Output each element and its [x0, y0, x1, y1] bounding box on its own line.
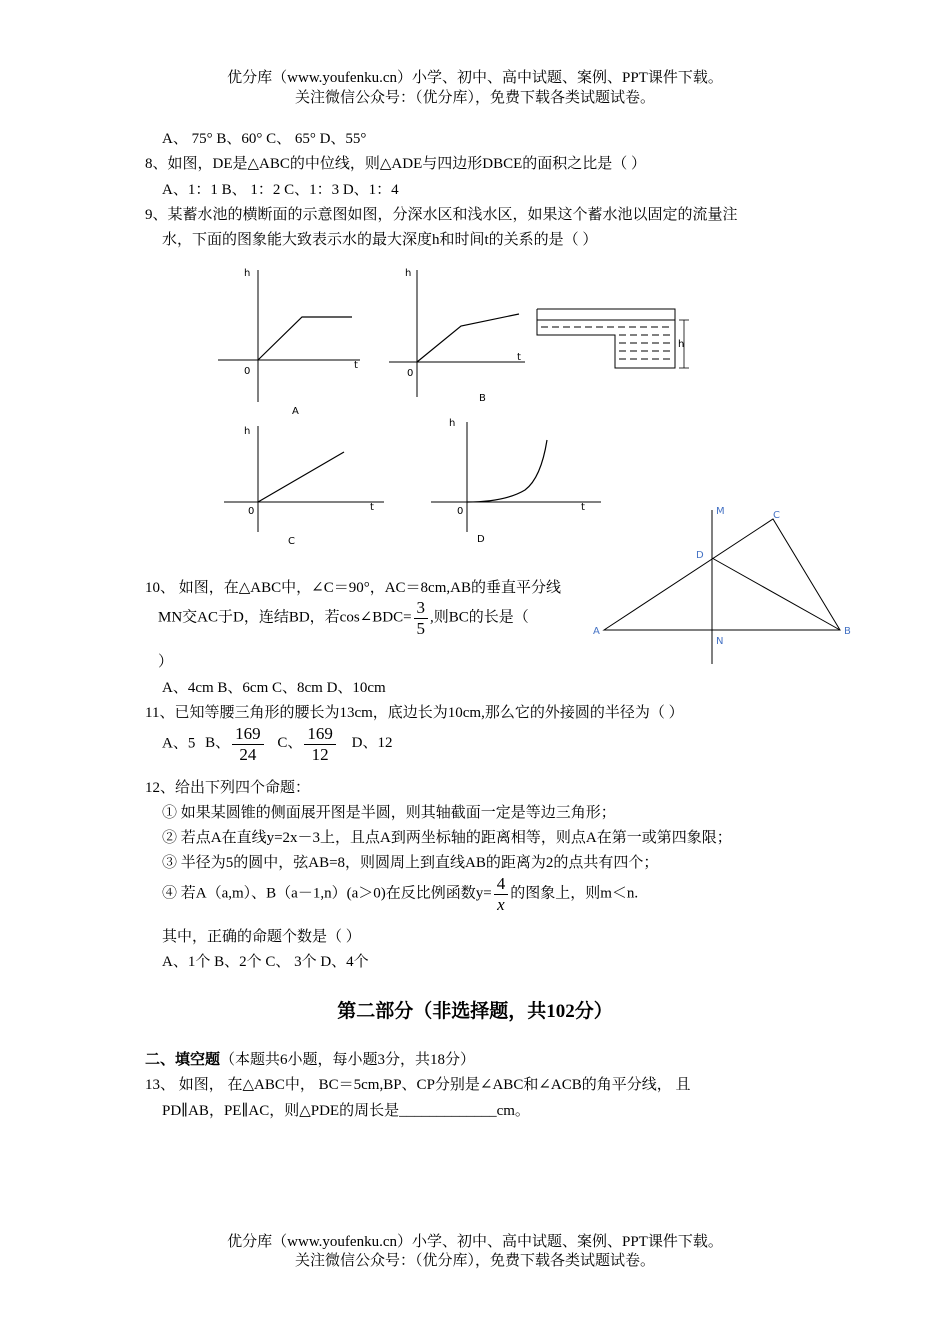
- q10-stem-line-1: 10、 如图，在△ABC中，∠C＝90°，AC＝8cm,AB的垂直平分线: [145, 580, 561, 596]
- part2-title: 第二部分（非选择题，共102分）: [337, 1001, 613, 1022]
- q11-option-b-den: 24: [239, 744, 257, 764]
- q11-option-b-fraction: [232, 724, 264, 764]
- graph-b-axis-t: t: [517, 352, 521, 363]
- pool-depth-label: h: [678, 339, 685, 350]
- q12-p4-text-b: 的图象上，则m＜n.: [510, 885, 639, 902]
- q11-option-c-den: 12: [311, 744, 329, 764]
- q9-graph-c: [218, 420, 388, 550]
- q13-line-1: 13、 如图， 在△ABC中， BC＝5cm,BP、CP分别是∠ABC和∠ACB的角平分线， 且: [145, 1077, 691, 1093]
- q10-options: A、4cm B、6cm C、8cm D、10cm: [162, 680, 386, 696]
- q12-p4-den: x: [497, 894, 505, 914]
- q12-p4-text-a: ④ 若A（a,m）、B（a－1,n）(a＞0)在反比例函数y=: [162, 885, 492, 902]
- q9-graph-b: [385, 262, 535, 412]
- q11-option-c: C、: [277, 735, 303, 752]
- graph-d-axis-h: h: [449, 418, 456, 429]
- point-m-label: M: [716, 506, 725, 517]
- point-a-label: A: [593, 626, 600, 637]
- point-n-label: N: [716, 636, 724, 647]
- graph-d-label: D: [477, 534, 485, 545]
- q12-proposition-2: ② 若点A在直线y=2x－3上，且点A到两坐标轴的距离相等，则点A在第一或第四象限；: [162, 830, 732, 846]
- q11-stem: 11、已知等腰三角形的腰长为13cm，底边长为10cm,那么它的外接圆的半径为（ ）: [145, 705, 684, 721]
- q7-options: A、 75° B、60° C、 65° D、55°: [162, 131, 367, 147]
- q11-option-c-fraction: [304, 724, 336, 764]
- q10-frac-den: 5: [416, 618, 426, 638]
- q10-stem-line-2: [158, 598, 529, 638]
- section2-heading: 二、填空题: [145, 1052, 221, 1068]
- q11-option-a: A、5: [162, 735, 196, 752]
- q12-p4-fraction: [494, 874, 509, 914]
- graph-b-axis-h: h: [405, 268, 412, 279]
- q12-options: A、1个 B、2个 C、 3个 D、4个: [162, 954, 369, 970]
- graph-c-label: C: [288, 536, 295, 547]
- graph-a-label: A: [292, 406, 299, 417]
- q8-options: A、1：1 B、 1：2 C、1：3 D、1：4: [162, 182, 399, 198]
- header-line-2: 关注微信公众号：（优分库），免费下载各类试题试卷。: [294, 90, 655, 106]
- graph-a-origin: 0: [244, 366, 251, 377]
- point-d-label: D: [696, 550, 704, 561]
- q11-option-b: B、: [205, 735, 231, 752]
- header-line-1: 优分库（www.youfenku.cn）小学、初中、高中试题、案例、PPT课件下载。: [227, 70, 723, 86]
- section2-header: [145, 1048, 475, 1069]
- q12-conclusion: 其中，正确的命题个数是（ ）: [162, 929, 361, 945]
- graph-a-axis-h: h: [244, 268, 251, 279]
- q8-stem: 8、如图，DE是△ABC的中位线，则△ADE与四边形DBCE的面积之比是（ ）: [145, 156, 646, 172]
- graph-d-origin: 0: [457, 506, 464, 517]
- q11-option-d: D、12: [351, 735, 393, 752]
- q12-proposition-1: ① 如果某圆锥的侧面展开图是半圆，则其轴截面一定是等边三角形；: [162, 805, 616, 821]
- graph-d-axis-t: t: [581, 502, 585, 513]
- q11-option-b-num: 169: [232, 724, 264, 745]
- footer-line-2: 关注微信公众号：（优分库），免费下载各类试题试卷。: [294, 1253, 655, 1269]
- point-b-label: B: [844, 626, 851, 637]
- section2-note: （本题共6小题，每小题3分，共18分）: [220, 1052, 476, 1068]
- footer-line-1: 优分库（www.youfenku.cn）小学、初中、高中试题、案例、PPT课件下载。: [227, 1234, 723, 1250]
- q12-p4-num: 4: [494, 874, 509, 895]
- q10-stem-text-a: MN交AC于D，连结BD，若cos∠BDC=: [158, 609, 412, 626]
- q11-options: [162, 724, 392, 764]
- q13-line-2: PD∥AB，PE∥AC，则△PDE的周长是_____________cm。: [162, 1103, 530, 1119]
- q9-stem-line-2: 水，下面的图象能大致表示水的最大深度h和时间t的关系的是（ ）: [162, 232, 598, 248]
- graph-c-axis-h: h: [244, 426, 251, 437]
- q12-stem: 12、给出下列四个命题：: [145, 780, 311, 796]
- q12-proposition-4: [162, 874, 638, 914]
- q9-graph-d: [425, 412, 605, 548]
- q10-stem-text-b: ,则BC的长是（: [430, 609, 529, 626]
- q10-cos-fraction: [414, 598, 429, 638]
- q11-option-c-num: 169: [304, 724, 336, 745]
- q9-pool-diagram: [533, 303, 693, 375]
- q10-frac-num: 3: [414, 598, 429, 619]
- q9-stem-line-1: 9、某蓄水池的横断面的示意图如图，分深水区和浅水区，如果这个蓄水池以固定的流量注: [145, 207, 738, 223]
- graph-b-origin: 0: [407, 368, 414, 379]
- point-c-label: C: [773, 510, 780, 521]
- graph-c-axis-t: t: [370, 502, 374, 513]
- q10-triangle-diagram: [588, 500, 858, 668]
- graph-b-label: B: [479, 393, 486, 404]
- q10-stem-line-3: ）: [158, 654, 174, 670]
- q9-graph-a: [210, 262, 370, 422]
- graph-c-origin: 0: [248, 506, 255, 517]
- q12-proposition-3: ③ 半径为5的圆中，弦AB=8，则圆周上到直线AB的距离为2的点共有四个；: [162, 855, 659, 871]
- graph-a-axis-t: t: [354, 360, 358, 371]
